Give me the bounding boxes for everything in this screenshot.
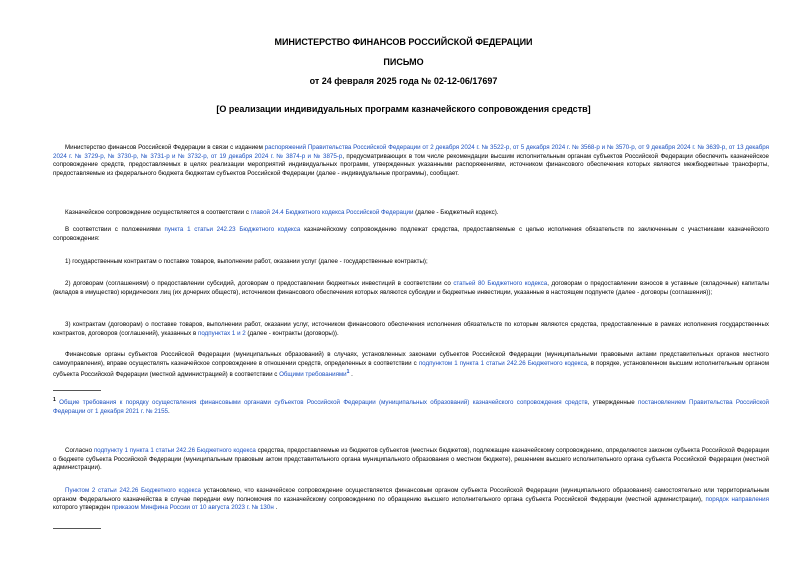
link-chapter-24-4[interactable]: главой 24.4 Бюджетного кодекса Российской Федерации [250,209,414,216]
link-government-orders[interactable]: распоряжений Правительства Российской Федерации от 2 декабря 2024 г. № 3522-р, от 5 декабря 2024 г. № 3568-р и № 3570-р, от 9 декабря 2024 г. № 3639-р, от 13 декабря 2024 г. № 3729-р, № 3730-р, № 3731-р и № 3732-р, от 19 декабря 2024 г. № 3874-р и № 3875-р [53,144,769,160]
document-subject: [О реализации индивидуальных программ казначейского сопровождения средств] [216,104,591,114]
link-article-242-26-sub1-b[interactable]: подпункту 1 пункта 1 статьи 242.26 Бюджетного кодекса [93,447,256,454]
footnote: $^1$ Общие требования к порядку осуществления финансовыми органами субъектов Российской Федерации (муниципальных образований) казначейского сопровождения средств, утвержденные постановлением Правительства Российской Федерации от 1 декабря 2021 г. № 2155. [53,397,770,415]
paragraph-6: Пунктом 2 статьи 242.26 Бюджетного кодекса установлено, что казначейское сопровождение осуществляется финансовым органом субъекта Российской Федерации (муниципального образования) самостоятельно или территориальным органом Федерального казначейства в случае передачи ему полномочия по казначейскому сопровождению по обращению высшего исполнительного органа субъекта Российской Федерации (местной администрации), порядок направления которого утвержден приказом Минфина России от 10 августа 2023 г. № 130н . [53,487,769,512]
link-article-242-26-p2[interactable]: Пунктом 2 статьи 242.26 Бюджетного кодекса [65,487,201,494]
paragraph-3: В соответствии с положениями пункта 1 статьи 242.23 Бюджетного кодекса казначейскому сопровождению подлежат средства, предоставляемые с целью исполнения обязательств по заключенным с участниками казначейского сопровождения: [53,226,770,242]
link-article-242-26-sub1[interactable]: подпунктом 1 пункта 1 статьи 242.26 Бюджетного кодекса [418,359,588,367]
bottom-divider [53,528,101,529]
footnote-marker[interactable]: 1 [346,369,350,376]
link-footnote-requirements[interactable]: Общие требования к порядку осуществления финансовыми органами субъектов Российской Федерации (муниципальных образований) казначейского сопровождения средств [59,399,588,407]
ministry-title: МИНИСТЕРСТВО ФИНАНСОВ РОССИЙСКОЙ ФЕДЕРАЦИИ [274,37,533,47]
paragraph-item-1: 1) государственным контрактам о поставке товаров, выполнении работ, оказании услуг (далее - государственные контракты); [65,258,428,265]
link-article-242-23[interactable]: пункта 1 статьи 242.23 Бюджетного кодекса [164,226,301,233]
paragraph-5: Согласно подпункту 1 пункта 1 статьи 242.26 Бюджетного кодекса средства, предоставляемые из бюджетов субъектов (местных бюджетов), подлежащие казначейскому сопровождению, определяются законом субъекта Российской Федерации о бюджете субъекта Российской Федерации (муниципальным правовым актом представительного органа муниципального образования о местном бюджете), решением высшего исполнительного органа субъекта Российской Федерации (местной администрации). [53,447,769,472]
paragraph-item-3: 3) контрактам (договорам) о поставке товаров, выполнении работ, оказании услуг, источником финансового обеспечения исполнения обязательств по которым являются средства, предоставленные в рамках исполнения государственных контрактов, договоров (соглашений), указанных в подпунктах 1 и 2 (далее - контракты (договоры)). [53,321,769,337]
link-article-80[interactable]: статьей 80 Бюджетного кодекса [453,280,548,287]
footnote-divider [53,390,101,391]
link-procedure[interactable]: порядок направления [705,495,769,503]
link-subitems-1-2[interactable]: подпунктах 1 и 2 [197,329,246,337]
paragraph-2: Казначейское сопровождение осуществляется в соответствии с главой 24.4 Бюджетного кодекса Российской Федерации (далее - Бюджетный кодекс). [65,209,499,216]
paragraph-1: Министерство финансов Российской Федерации в связи с изданием распоряжений Правительства Российской Федерации от 2 декабря 2024 г. № 3522-р, от 5 декабря 2024 г. № 3568-р и № 3570-р, от 9 декабря 2024 г. № 3639-р, от 13 декабря 2024 г. № 3729-р, № 3730-р, № 3731-р и № 3732-р, от 19 декабря 2024 г. № 3874-р и № 3875-р, предусматривающих в том числе рекомендации высшим исполнительным органам субъектов Российской Федерации обеспечить казначейское сопровождение средств, предоставляемых в целях реализации мероприятий индивидуальных программ, утвержденных указанными распоряжениями, источником финансового обеспечения которых являются межбюджетные трансферты, предоставляемые из федерального бюджета бюджетам субъектов Российской Федерации (далее - индивидуальные программы), сообщает. [53,144,770,177]
paragraph-item-2: 2) договорам (соглашениям) о предоставлении субсидий, договорам о предоставлении бюджетных инвестиций в соответствии со статьей 80 Бюджетного кодекса, договорам о предоставлении взносов в уставные (складочные) капиталы (вкладов в имущество) юридических лиц (их дочерних обществ), источником финансового обеспечения которых являются субсидии и бюджетные инвестиции, указанные в настоящем подпункте (далее - договоры (соглашения)); [53,280,769,296]
link-general-requirements[interactable]: Общими требованиями [279,371,347,379]
document-type: ПИСЬМО [383,57,424,67]
link-order-130n[interactable]: приказом Минфина России от 10 августа 2023 г. № 130н [111,504,274,512]
link-resolution-2155[interactable]: постановлением Правительства Российской Федерации от 1 декабря 2021 г. № 2155 [53,399,770,415]
paragraph-4: Финансовые органы субъектов Российской Федерации (муниципальных образований) в случаях, установленных законами субъектов Российской Федерации (муниципальными правовыми актами представительных органов местного самоуправления), вправе осуществлять казначейское сопровождение в отношении средств, определенных в соответствии с подпунктом 1 пункта 1 статьи 242.26 Бюджетного кодекса, в порядке, установленном высшим исполнительным органом субъекта Российской Федерации (местной администрацией) в соответствии с Общими требованиями$^1$ . [53,351,769,379]
footnote-number: 1 [53,397,56,403]
document-date-number: от 24 февраля 2025 года № 02-12-06/17697 [309,76,498,86]
